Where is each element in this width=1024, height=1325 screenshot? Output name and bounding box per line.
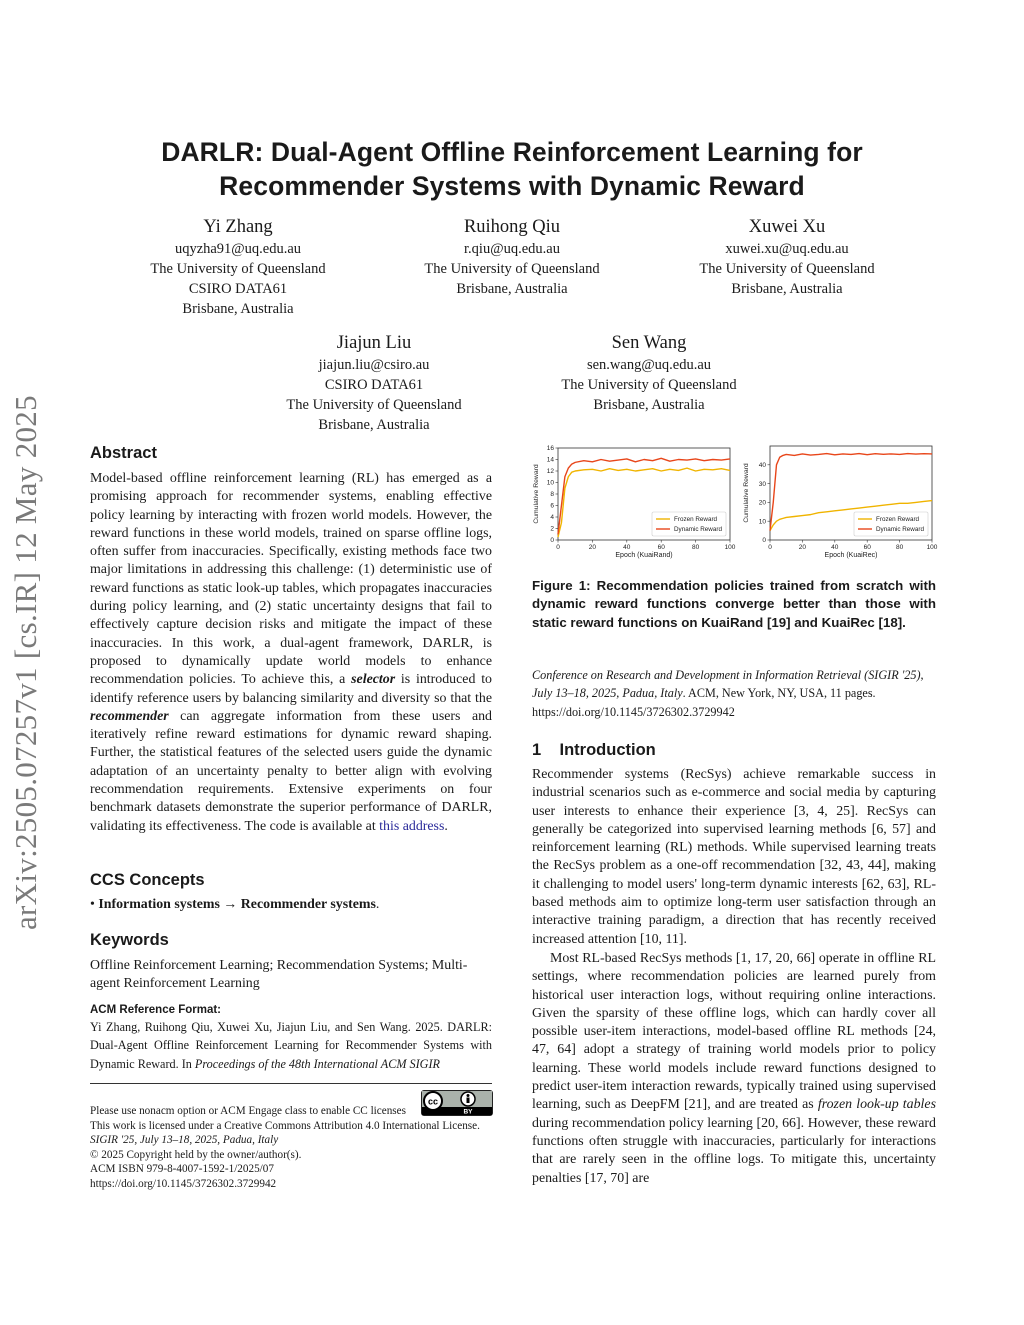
x-tick-label: 40 — [831, 544, 839, 551]
ccs-concept: Recommender systems — [240, 897, 376, 912]
author-affiliation: CSIRO DATA61 — [324, 377, 424, 393]
x-tick-label: 20 — [588, 544, 597, 551]
y-tick-label: 10 — [758, 518, 766, 526]
recommender-term: recommender — [90, 708, 169, 724]
legend-label: Frozen Reward — [674, 516, 718, 524]
abstract-body — [90, 470, 492, 836]
selector-term: selector — [351, 672, 396, 688]
y-tick-label: 0 — [762, 537, 766, 545]
author-location: Brisbane, Australia — [456, 281, 568, 297]
footer-line: This work is licensed under a Creative Commons Attribution 4.0 International License. — [90, 1119, 480, 1132]
y-tick-label: 0 — [550, 537, 554, 545]
x-tick-label: 40 — [623, 544, 631, 551]
y-tick-label: 2 — [550, 525, 554, 533]
author-affiliation: CSIRO DATA61 — [188, 281, 288, 297]
abstract-heading: Abstract — [90, 444, 157, 462]
y-tick-label: 16 — [546, 445, 554, 453]
acm-ref-heading: ACM Reference Format: — [90, 1004, 221, 1016]
author-location: Brisbane, Australia — [593, 397, 705, 413]
cc-label: cc — [427, 1096, 439, 1107]
x-axis-label: Epoch (KuaiRec) — [824, 552, 878, 559]
y-tick-label: 12 — [546, 468, 554, 476]
author-location: Brisbane, Australia — [731, 281, 843, 297]
x-tick-label: 0 — [556, 544, 560, 551]
intro-text: Most RL-based RecSys methods [1, 17, 20, 66] operate in offline RL settings, where recommendation policies are learned purely from historical user interaction logs, without requiring online interactions. Given the sparsity of these offline logs, which can hardly cover all possible user-item interactions, model-based offline RL methods [24, 47, 64] adopt a strategy of training world models prior to policy learning. These world models include reward functions designed to predict user-item interaction rewards, typically trained using supervised learning, such as DeepFM [21], and are treated as — [532, 951, 936, 1113]
author-name: Sen Wang — [611, 333, 687, 353]
abstract-text: Model-based offline reinforcement learning (RL) has emerged as a promising approach for recommender systems, enabling effective policy learning by interacting with frozen world models. However, the reward functions in these world models, trained on sparse offline logs, often suffer from inaccuracies. Specifically, existing methods face two major limitations in addressing this challenge: (1) deterministic use of reward functions as static look-up tables, which propagates inaccuracies during policy learning, and (2) static uncertainty designs that fail to effectively capture decision risks and mitigate the impact of these inaccuracies. In this work, a dual-agent framework, DARLR, is proposed to dynamically update world models to enhance recommendation policies. To achieve this, a — [90, 471, 492, 688]
author-affiliation: The University of Queensland — [286, 397, 462, 413]
by-label: BY — [463, 1108, 473, 1115]
intro-heading: 1 Introduction — [532, 741, 656, 759]
ccs-heading: CCS Concepts — [90, 871, 205, 889]
x-tick-label: 80 — [691, 544, 700, 551]
y-axis-label: Cumulative Reward — [533, 464, 540, 524]
arrow-icon: → — [223, 897, 238, 912]
author-affiliation: The University of Queensland — [424, 261, 600, 277]
author-block — [108, 215, 368, 319]
y-tick-label: 30 — [758, 480, 766, 488]
acm-ref-italic: Proceedings of the 48th International ACM SIGIR — [194, 1056, 440, 1071]
author-block — [519, 331, 779, 415]
footer-notes — [90, 1104, 500, 1191]
y-tick-label: 8 — [550, 491, 554, 499]
conference-rest: . ACM, New York, NY, USA, 11 pages. https://doi.org/10.1145/3726302.3729942 — [532, 686, 876, 719]
author-affiliation: The University of Queensland — [561, 377, 737, 393]
author-block — [657, 215, 917, 299]
footer-divider — [90, 1083, 492, 1084]
author-email: xuwei.xu@uq.edu.au — [725, 241, 849, 257]
author-location: Brisbane, Australia — [182, 301, 294, 317]
x-tick-label: 80 — [895, 544, 904, 551]
author-email: sen.wang@uq.edu.au — [586, 357, 712, 373]
footer-line: © 2025 Copyright held by the owner/author(s). — [90, 1148, 302, 1161]
acm-ref-body: Yi Zhang, Ruihong Qiu, Xuwei Xu, Jiajun Liu, and Sen Wang. 2025. DARLR: Dual-Agent Offline Reinforcement Learning for Recommender Systems with Dynamic Reward. In — [90, 1020, 492, 1071]
y-tick-label: 14 — [546, 456, 554, 464]
ccs-concepts — [90, 896, 492, 914]
author-name: Ruihong Qiu — [463, 217, 561, 237]
footer-line: https://doi.org/10.1145/3726302.3729942 — [90, 1177, 277, 1190]
title-line-1: DARLR: Dual-Agent Offline Reinforcement Learning for — [161, 137, 863, 167]
x-tick-label: 20 — [798, 544, 807, 551]
abstract-text: can aggregate information from these users and iteratively refine reward estimations for dynamic reward shaping. Further, the statistical features of the selected users guide the dynamic adaptation of an uncertainty penalty to better align with evolving recommendation requirements. Extensive experiments on four benchmark datasets demonstrate the superior performance of DARLR, validating its effectiveness. The code is available at — [90, 708, 492, 834]
acm-reference — [90, 1003, 492, 1073]
figure-caption: Figure 1: Recommendation policies trained from scratch with dynamic reward functions converge better than those with static reward functions on KuaiRand [19] and KuaiRec [18]. — [532, 578, 936, 630]
author-email: r.qiu@uq.edu.au — [464, 241, 560, 257]
arxiv-identifier: arXiv:2505.07257v1 [cs.IR] 12 May 2025 — [8, 395, 43, 930]
author-name: Yi Zhang — [203, 217, 273, 237]
x-tick-label: 100 — [724, 544, 736, 551]
y-tick-label: 20 — [758, 499, 766, 507]
code-link[interactable]: this address — [379, 818, 445, 834]
footer-line: ACM ISBN 979-8-4007-1592-1/2025/07 — [90, 1163, 274, 1175]
author-email: jiajun.liu@csiro.au — [318, 357, 430, 373]
ccs-end: . — [375, 897, 380, 912]
author-affiliation: The University of Queensland — [150, 261, 326, 277]
x-tick-label: 60 — [657, 544, 665, 551]
chart-kuairec — [740, 440, 940, 560]
x-tick-label: 60 — [863, 544, 871, 551]
title-line-2: Recommender Systems with Dynamic Reward — [219, 171, 805, 201]
intro-paragraph-1: Recommender systems (RecSys) achieve remarkable success in industrial scenarios such as e-commerce and social media by capturing user interests to enhance their experience [3, 4, 25]. RecSys can generally be categorized into supervised learning methods [6, 57] and reinforcement learning (RL) methods. While supervised learning treats the RecSys problem as a one-off recommendation [32, 43, 44], making it challenging to model users' long-term dynamic interests [62, 63], RL-based methods aim to optimize long-term user satisfaction through an interactive training paradigm, a direction that has recently received increased attention [10, 11]. — [532, 767, 936, 947]
acm-ref-text — [90, 1018, 492, 1073]
y-tick-label: 10 — [546, 479, 554, 487]
x-axis-label: Epoch (KuaiRand) — [615, 552, 673, 559]
keywords-text: Offline Reinforcement Learning; Recommendation Systems; Multi-agent Reinforcement Learning — [90, 958, 468, 992]
author-block — [244, 331, 504, 435]
author-location: Brisbane, Australia — [318, 417, 430, 433]
bullet: • — [90, 897, 95, 912]
conference-info — [532, 666, 936, 721]
chart-kuairand — [530, 440, 740, 560]
ccs-concept: Information systems — [98, 897, 220, 912]
intro-paragraph-2 — [532, 950, 936, 1188]
author-email: uqyzha91@uq.edu.au — [174, 241, 302, 257]
abstract-end: . — [444, 818, 448, 834]
y-tick-label: 4 — [550, 514, 554, 522]
legend-label: Frozen Reward — [876, 516, 920, 524]
abstract-text: is introduced to identify reference users by balancing similarity and diversity so that the — [90, 672, 492, 706]
x-tick-label: 0 — [768, 544, 772, 551]
footer-line: Please use nonacm option or ACM Engage class to enable CC licenses — [90, 1105, 406, 1117]
keywords-heading: Keywords — [90, 931, 169, 949]
y-axis-label: Cumulative Reward — [743, 463, 750, 523]
footer-line: SIGIR '25, July 13–18, 2025, Padua, Italy — [90, 1134, 279, 1146]
author-name: Xuwei Xu — [748, 217, 826, 237]
intro-italic: frozen look-up tables — [817, 1097, 936, 1113]
legend-label: Dynamic Reward — [674, 526, 722, 534]
intro-text: during recommendation policy learning [20, 66]. However, these reward functions often struggle with inaccuracies, particularly for interactions that are rarely seen in the offline logs. To mitigate this, uncertainty penalties [17, 70] are — [532, 1115, 936, 1186]
conference-italic: Conference on Research and Development in Information Retrieval (SIGIR '25), July 13–18, 2025, Padua, Italy — [532, 668, 924, 701]
author-affiliation: The University of Queensland — [699, 261, 875, 277]
legend-label: Dynamic Reward — [876, 526, 924, 534]
author-name: Jiajun Liu — [336, 333, 412, 353]
y-tick-label: 6 — [550, 502, 554, 510]
y-tick-label: 40 — [758, 462, 766, 469]
author-block — [382, 215, 642, 299]
x-tick-label: 100 — [926, 544, 938, 551]
paper-title — [90, 135, 934, 203]
